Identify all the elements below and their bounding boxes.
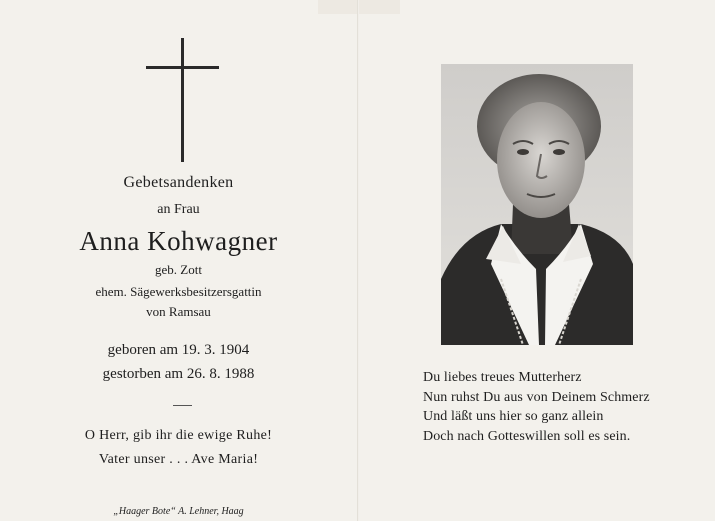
divider: [173, 405, 192, 406]
occupation-title: ehem. Sägewerksbesitzersgattin: [95, 284, 262, 299]
dedication: an Frau: [157, 202, 200, 217]
death-date: gestorben am 26. 8. 1988: [102, 366, 255, 382]
card-fold: [357, 0, 359, 521]
card-heading: Gebetsandenken: [123, 174, 234, 191]
printer-location: A. Lehner, Haag: [175, 506, 244, 517]
prayer-line-1: O Herr, gib ihr die ewige Ruhe!: [84, 428, 273, 443]
deceased-name: Anna Kohwagner: [79, 226, 278, 256]
prayer-line-2: Vater unser . . . Ave Maria!: [98, 452, 259, 467]
birth-date: geboren am 19. 3. 1904: [107, 342, 250, 358]
maiden-name: geb. Zott: [155, 262, 202, 277]
printer-name: „Haager Bote“: [113, 506, 176, 517]
left-panel: [0, 0, 357, 521]
printer-credit: [0, 506, 357, 517]
memorial-verse: [423, 368, 703, 446]
verse-line: Doch nach Gotteswillen soll es sein.: [423, 428, 631, 444]
verse-line: Und läßt uns hier so ganz allein: [423, 409, 604, 424]
verse-line: Du liebes treues Mutterherz: [423, 370, 582, 385]
portrait-photo: [441, 64, 633, 345]
origin: von Ramsau: [146, 304, 211, 319]
verse-line: Nun ruhst Du aus von Deinem Schmerz: [423, 389, 650, 405]
